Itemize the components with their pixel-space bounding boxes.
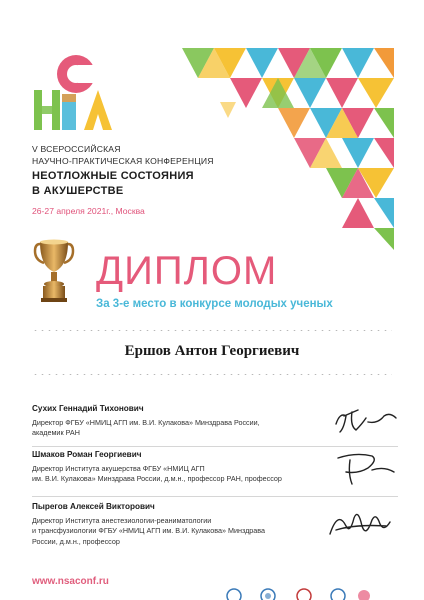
recipient-name: Ершов Антон Георгиевич <box>124 343 300 359</box>
separator-line <box>32 446 398 447</box>
separator-line <box>32 496 398 497</box>
conference-title-line1: НЕОТЛОЖНЫЕ СОСТОЯНИЯ <box>32 170 194 182</box>
signatory-name: Шмаков Роман Георгиевич <box>32 450 142 459</box>
dotted-divider-top <box>32 330 392 331</box>
signature-2 <box>332 448 400 490</box>
signatory-name: Сухих Геннадий Тихонович <box>32 404 144 413</box>
signatory-name: Пырегов Алексей Викторович <box>32 502 155 511</box>
trophy-cup-icon <box>30 236 78 308</box>
signatory-position: Директор Института анестезиологии-реаниматологии и трансфузиологии ФГБУ «НМИЦ АГП им. В.И. Кулакова» Минздрава России, д.м.н., профессор <box>32 516 266 546</box>
signatory-2 <box>32 450 332 485</box>
signatory-1 <box>32 404 332 439</box>
website-link[interactable]: www.nsaconf.ru <box>32 576 109 587</box>
conference-title-line2: В АКУШЕРСТВЕ <box>32 185 124 197</box>
conference-date-place: 26-27 апреля 2021г., Москва <box>32 206 145 216</box>
signature-3 <box>326 504 400 544</box>
signature-1 <box>330 402 400 438</box>
conference-edition: V ВСЕРОССИЙСКАЯ <box>32 144 121 154</box>
partner-logos <box>224 586 374 600</box>
conference-logo <box>32 50 122 140</box>
conference-type: НАУЧНО-ПРАКТИЧЕСКАЯ КОНФЕРЕНЦИЯ <box>32 156 214 166</box>
diploma-title: ДИПЛОМ <box>96 249 278 293</box>
signatory-position: Директор Института акушерства ФГБУ «НМИЦ АГП им. В.И. Кулакова» Минздрава России, д.м.н., профессор РАН, профессор <box>32 464 282 484</box>
dotted-divider-bottom <box>32 374 392 375</box>
signatory-3 <box>32 502 332 547</box>
signatory-position: Директор ФГБУ «НМИЦ АГП им. В.И. Кулакова» Минздрава России, академик РАН <box>32 418 260 438</box>
diploma-subtitle: За 3-е место в конкурсе молодых ученых <box>96 298 333 310</box>
